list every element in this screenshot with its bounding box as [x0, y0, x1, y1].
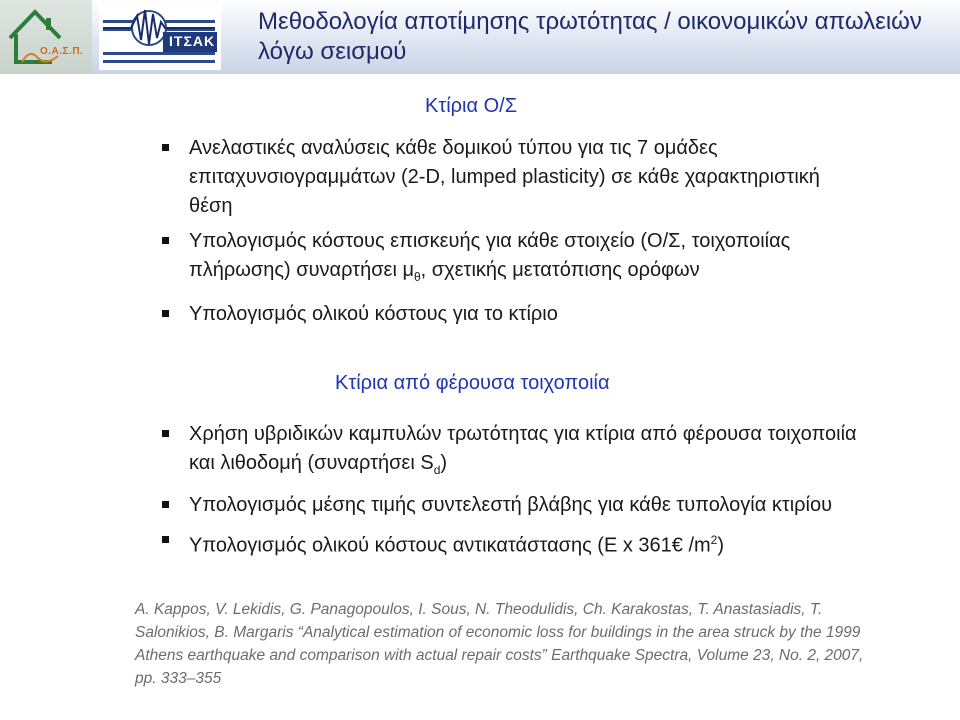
bullet-text: Υπολογισμός ολικού κόστους αντικατάστασης (E x 361€ /m [189, 534, 711, 557]
bullet-text: Χρήση υβριδικών καμπυλών τρωτότητας για κτίρια από φέρουσα τοιχοποιία και λιθοδομή (συναρτήσει S [189, 423, 857, 474]
slide-title: Μεθοδολογία αποτίμησης τρωτότητας / οικονομικών απωλειών λόγω σεισμού [258, 8, 922, 65]
list-item [162, 227, 862, 292]
section-heading-rc-buildings: Κτίρια Ο/Σ [425, 95, 518, 117]
bullet-square-icon [162, 536, 169, 543]
list-item [162, 526, 862, 561]
slide-header [0, 0, 960, 74]
itsak-logo [99, 4, 221, 70]
superscript-2: 2 [710, 533, 718, 547]
reference-citation: A. Kappos, V. Lekidis, G. Panagopoulos, I. Sous, N. Theodulidis, Ch. Karakostas, T. Anastasiadis, T. Salonikios, B. Margaris “Analytical estimation of economic loss for buildings in the area struck by the 1999 Athens earthquake and comparison with actual repair costs” Earthquake Spectra, Volume 23, No. 2, 2007, pp. 333–355 [135, 601, 864, 687]
bullet-square-icon [162, 310, 169, 317]
section-heading-masonry-buildings: Κτίρια από φέρουσα τοιχοποιία [335, 372, 610, 394]
bullet-text: Υπολογισμός μέσης τιμής συντελεστή βλάβης για κάθε τυπολογία κτιρίου [189, 494, 833, 516]
subscript-theta: θ [413, 270, 421, 284]
list-item [162, 134, 862, 221]
bullet-square-icon [162, 237, 169, 244]
bullet-text-continued: ) [717, 534, 725, 557]
bullet-square-icon [162, 430, 169, 437]
list-item [162, 491, 862, 520]
house-icon [0, 0, 92, 74]
oasp-logo [0, 0, 92, 74]
itsak-logo-text: ΙΤΣΑΚ [169, 33, 216, 49]
subscript-d: d [433, 463, 441, 477]
bullet-text: Υπολογισμός ολικού κόστους για το κτίριο [189, 303, 558, 325]
bullet-square-icon [162, 144, 169, 151]
oasp-logo-text: Ο.Α.Σ.Π. [40, 46, 84, 57]
bullet-text-continued: , σχετικής μετατόπισης ορόφων [420, 259, 700, 281]
bullet-text: Υπολογισμός κόστους επισκευής για κάθε στοιχείο (Ο/Σ, τοιχοποιίας πλήρωσης) συναρτήσει μ [189, 230, 791, 281]
bullet-text: Ανελαστικές αναλύσεις κάθε δομικού τύπου για τις 7 ομάδες επιταχυνσιογραμμάτων (2-D, lumped plasticity) σε κάθε χαρακτηριστική θέση [189, 137, 820, 217]
bullet-text-continued: ) [440, 452, 448, 474]
masonry-bullet-list [162, 420, 862, 567]
rc-bullet-list [162, 134, 862, 335]
list-item [162, 300, 862, 329]
bullet-square-icon [162, 501, 169, 508]
list-item [162, 420, 862, 485]
